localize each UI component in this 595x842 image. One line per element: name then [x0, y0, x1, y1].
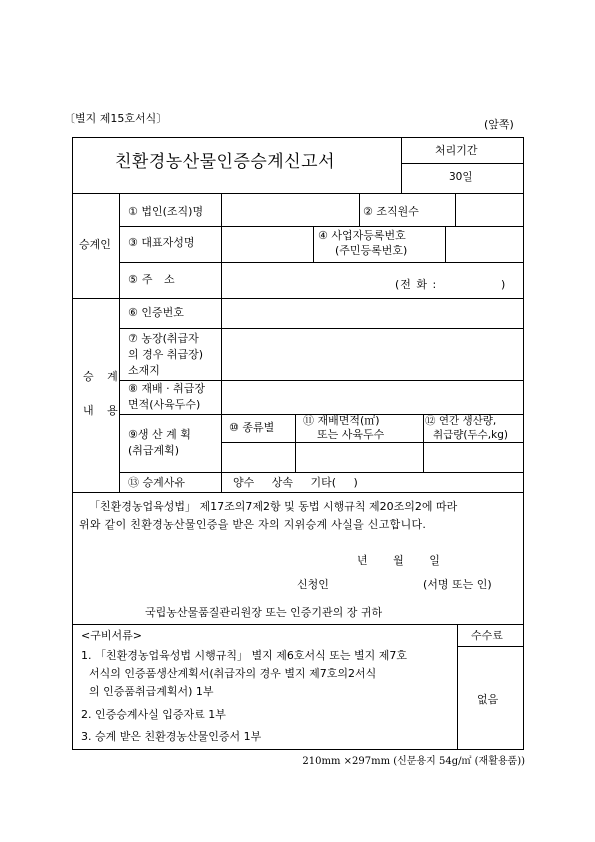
variety-label: ⑩ 종류별	[229, 421, 275, 434]
divider	[401, 138, 402, 194]
declaration-date: 년 월 일	[357, 554, 440, 567]
content-section-label-2: 내 용	[83, 404, 123, 417]
farm-label-2: 의 경우 취급장)	[128, 348, 204, 361]
divider	[401, 163, 523, 164]
phone-label: (전 화 :	[395, 278, 438, 291]
divider	[221, 194, 222, 298]
declaration-line-2: 위와 같이 친환경농산물인증을 받은 자의 지위승계 사실을 신고합니다.	[79, 518, 427, 531]
fee-value: 없음	[477, 693, 499, 706]
divider	[295, 414, 296, 472]
divider	[119, 194, 120, 492]
divider	[119, 226, 523, 227]
divider	[457, 624, 458, 750]
divider	[221, 442, 523, 443]
farm-label-1: ⑦ 농장(취급자	[128, 332, 199, 345]
divider	[423, 414, 424, 472]
declaration-line-1: 「친환경농업육성법」 제17조의7제2항 및 동법 시행규칙 제20조의2에 따라	[89, 500, 458, 513]
document-item-1-line-3: 의 인증품취급계획서) 1부	[89, 685, 214, 698]
document-item-1-line-1: 1. 「친환경농업육성법 시행규칙」 별지 제6호서식 또는 별지 제7호	[81, 649, 407, 662]
reason-label: ⑬ 승계사유	[128, 476, 186, 489]
phone-close: )	[501, 278, 506, 291]
document-item-2: 2. 인증승계사실 입증자료 1부	[81, 708, 226, 721]
form-title: 친환경농산물인증승계신고서	[115, 152, 335, 172]
front-side-label: (앞쪽)	[484, 118, 514, 131]
cult-area-label-1: ⑪ 재배면적(㎡)	[303, 414, 380, 427]
farm-label-3: 소재지	[128, 364, 160, 377]
members-label: ② 조직원수	[363, 205, 419, 218]
area-label-1: ⑧ 재배 · 취급장	[128, 382, 205, 395]
divider	[119, 380, 523, 381]
successor-section-label: 승계인	[79, 238, 111, 251]
paper-spec: 210mm ×297mm (신문용지 54g/㎡ (재활용품))	[302, 756, 525, 767]
document-item-3: 3. 승계 받은 친환경농산물인증서 1부	[81, 730, 262, 743]
divider	[313, 226, 314, 262]
divider	[455, 194, 456, 226]
form-frame	[72, 137, 524, 750]
processing-period-label: 처리기간	[435, 144, 478, 157]
signature-label: (서명 또는 인)	[423, 578, 492, 591]
divider	[119, 328, 523, 329]
fee-label: 수수료	[471, 629, 503, 642]
cult-area-label-2: 또는 사육두수	[317, 428, 385, 441]
form-number: 〔별지 제15호서식〕	[64, 112, 168, 125]
divider	[359, 194, 360, 226]
divider	[119, 472, 523, 473]
content-section-label-1: 승 계	[83, 370, 123, 383]
business-no-label: ④ 사업자등록번호	[318, 229, 406, 242]
plan-label-2: (취급계획)	[128, 444, 180, 457]
cert-no-label: ⑥ 인증번호	[128, 306, 184, 319]
divider	[445, 226, 446, 262]
addressee: 국립농산물품질관리원장 또는 인증기관의 장 귀하	[145, 606, 383, 619]
divider	[73, 298, 523, 299]
plan-label-1: ⑨생 산 계 획	[128, 428, 191, 441]
divider	[73, 624, 523, 625]
divider	[73, 492, 523, 493]
processing-period-value: 30일	[449, 171, 473, 183]
documents-header: <구비서류>	[81, 629, 142, 642]
address-label: ⑤주 소	[128, 273, 179, 286]
applicant-label: 신청인	[297, 578, 329, 591]
divider	[119, 262, 523, 263]
resident-no-label: (주민등록번호)	[335, 244, 408, 257]
area-label-2: 면적(사육두수)	[128, 398, 201, 411]
representative-label: ③ 대표자성명	[128, 236, 195, 249]
divider	[457, 646, 523, 647]
reason-options: 양수 상속 기타( )	[233, 476, 358, 489]
annual-label-2: 취급량(두수,kg)	[433, 429, 508, 441]
corp-name-label: ① 법인(조직)명	[128, 205, 204, 218]
annual-label-1: ⑫ 연간 생산량,	[425, 415, 497, 427]
document-item-1-line-2: 서식의 인증품생산계획서(취급자의 경우 별지 제7호의2서식	[89, 667, 377, 680]
